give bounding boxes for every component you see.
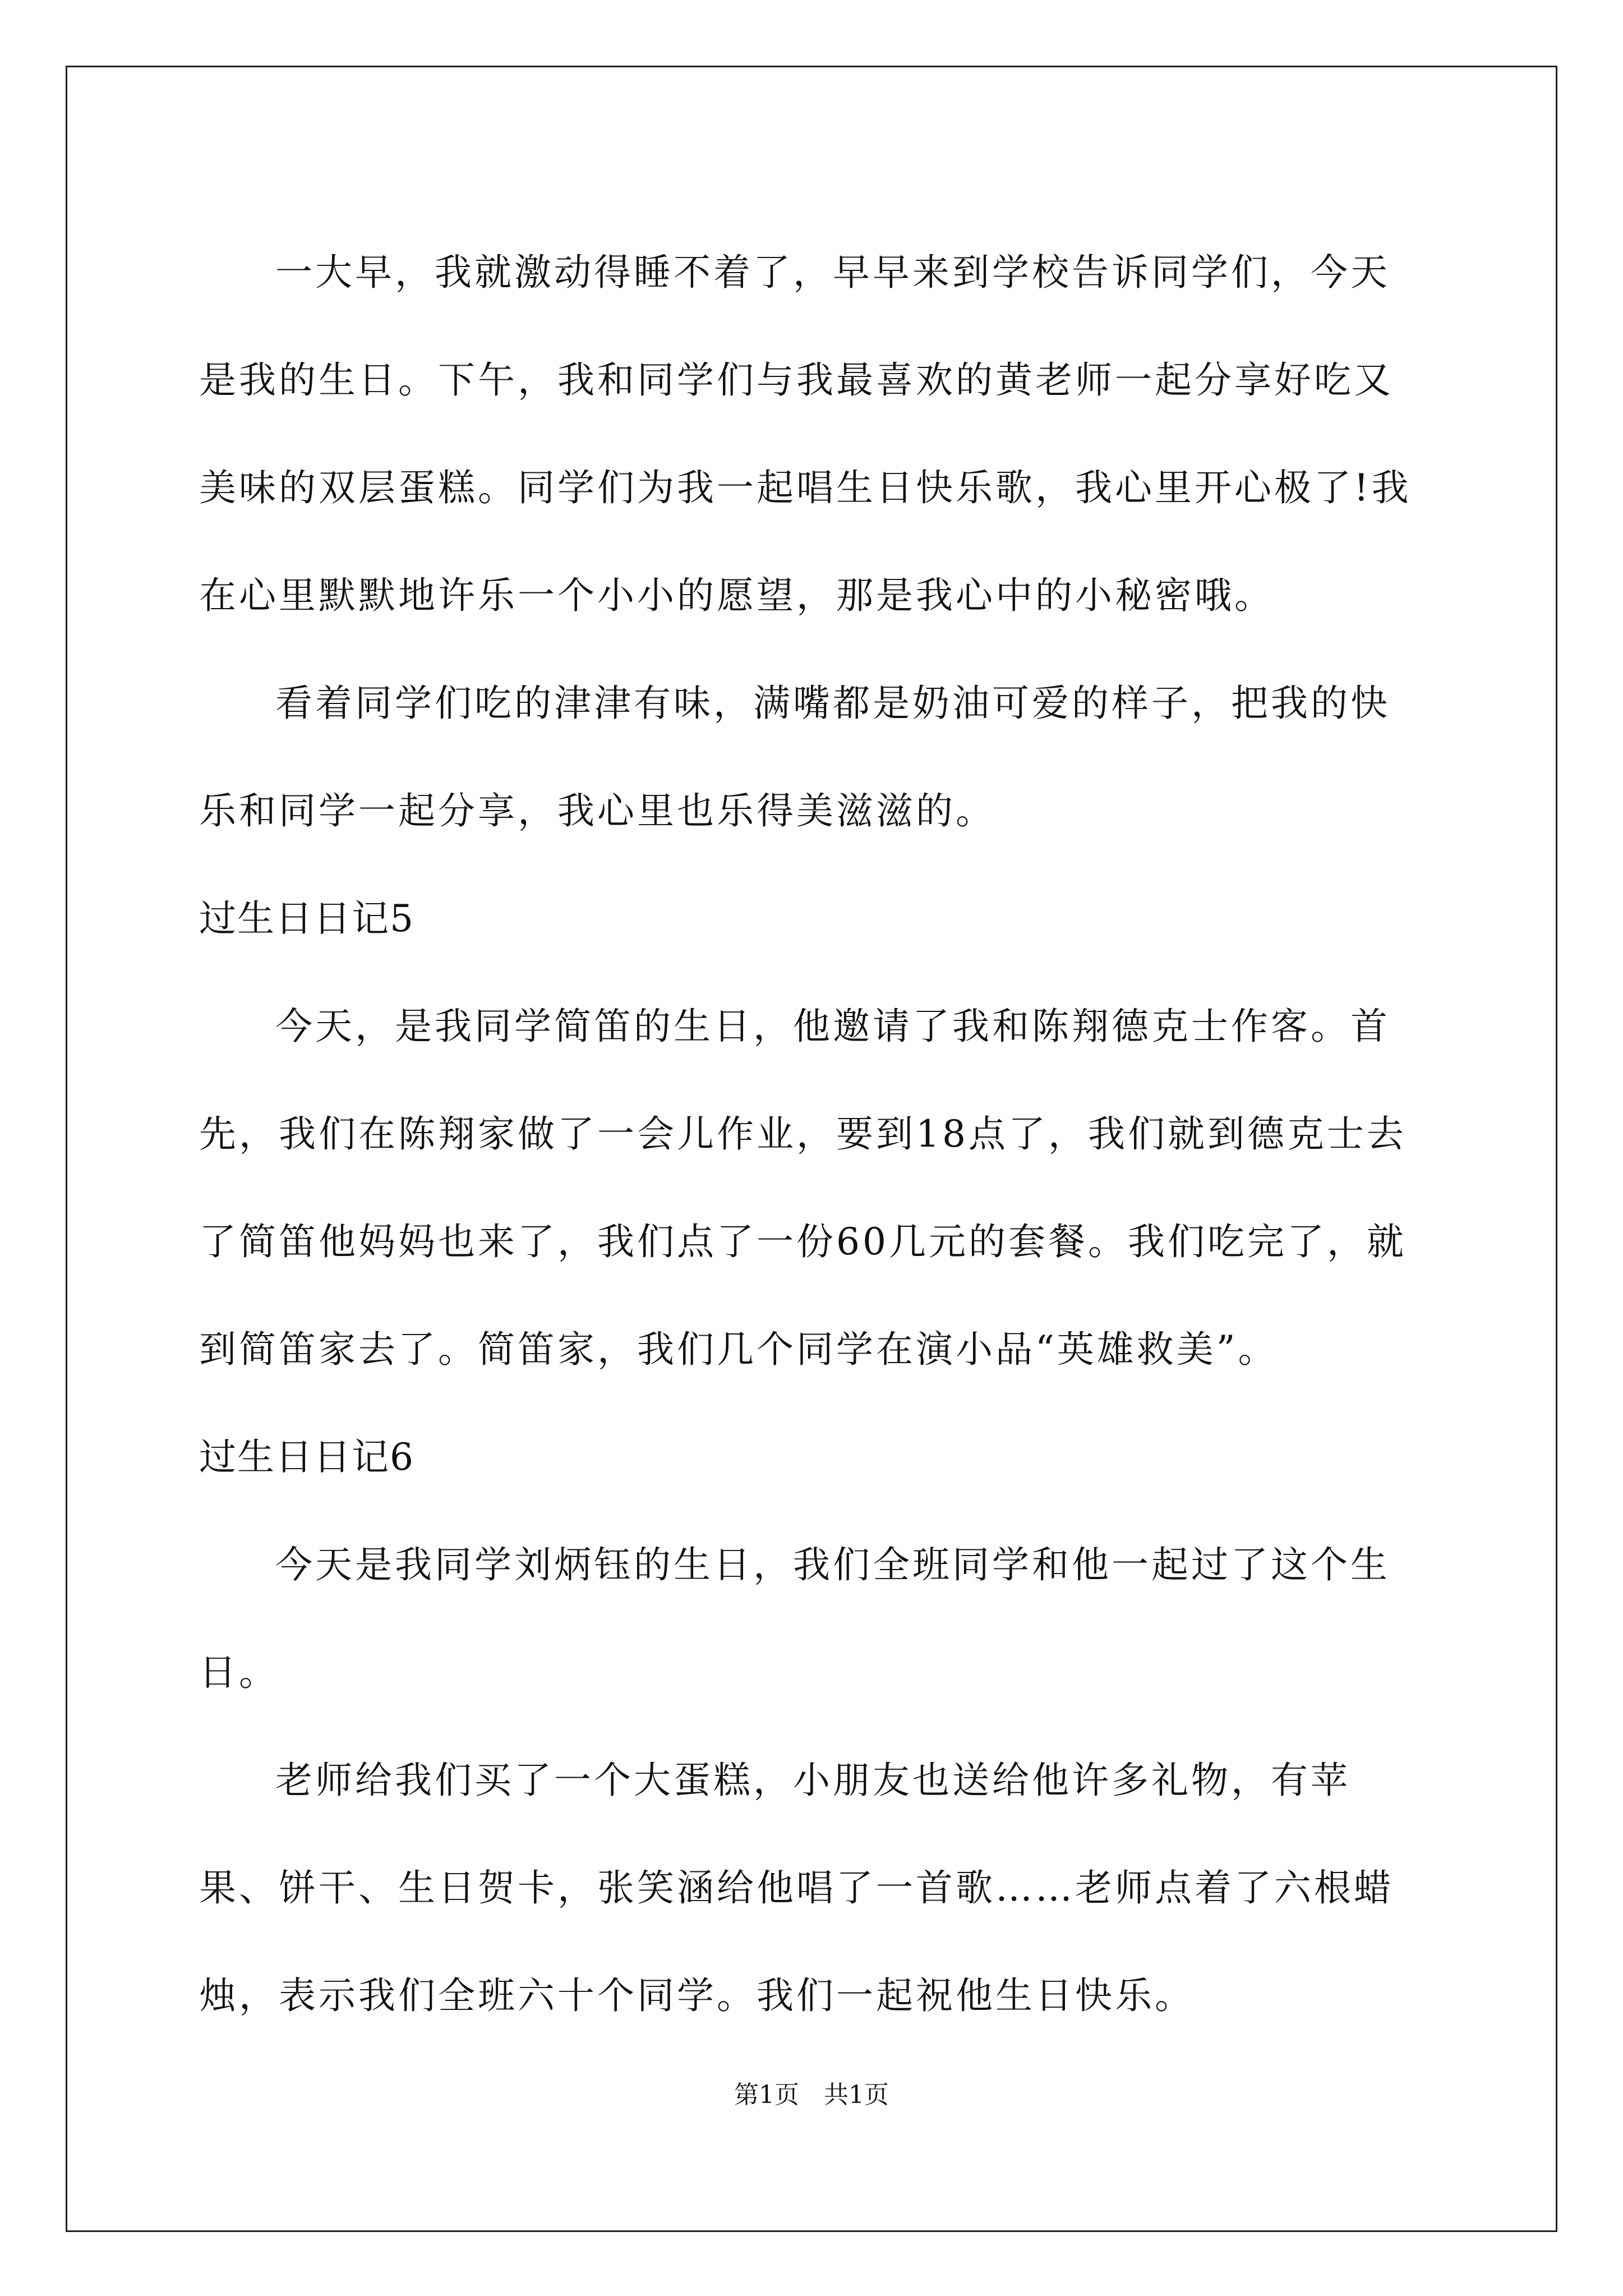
document-body <box>199 219 1427 2050</box>
paragraph-teacher-cake: 老师给我们买了一个大蛋糕，小朋友也送给他许多礼物，有苹果、饼干、生日贺卡，张笑涵给他唱了一首歌……老师点着了六根蜡烛，表示我们全班六十个同学。我们一起祝他生日快乐。 <box>199 1759 1394 2017</box>
paragraph-birthday-morning: 一大早，我就激动得睡不着了，早早来到学校告诉同学们，今天是我的生日。下午，我和同学们与我最喜欢的黄老师一起分享好吃又美味的双层蛋糕。同学们为我一起唱生日快乐歌，我心里开心极了!我在心里默默地许乐一个小小的愿望，那是我心中的小秘密哦。 <box>199 251 1412 617</box>
paragraph-sharing-cake: 看着同学们吃的津津有味，满嘴都是奶油可爱的样子，把我的快乐和同学一起分享，我心里也乐得美滋滋的。 <box>199 682 1390 832</box>
page-number-footer: 第1页 共1页 <box>734 2081 889 2109</box>
heading-diary-5: 过生日日记5 <box>199 897 414 940</box>
paragraph-liubingyu-birthday: 今天是我同学刘炳钰的生日，我们全班同学和他一起过了这个生日。 <box>199 1543 1390 1694</box>
heading-diary-6: 过生日日记6 <box>199 1435 414 1479</box>
paragraph-jiandi-birthday: 今天，是我同学简笛的生日，他邀请了我和陈翔德克士作客。首先，我们在陈翔家做了一会儿作业，要到18点了，我们就到德克士去了简笛他妈妈也来了，我们点了一份60几元的套餐。我们吃完了，就到简笛家去了。简笛家，我们几个同学在演小品“英雄救美”。 <box>199 1005 1407 1371</box>
